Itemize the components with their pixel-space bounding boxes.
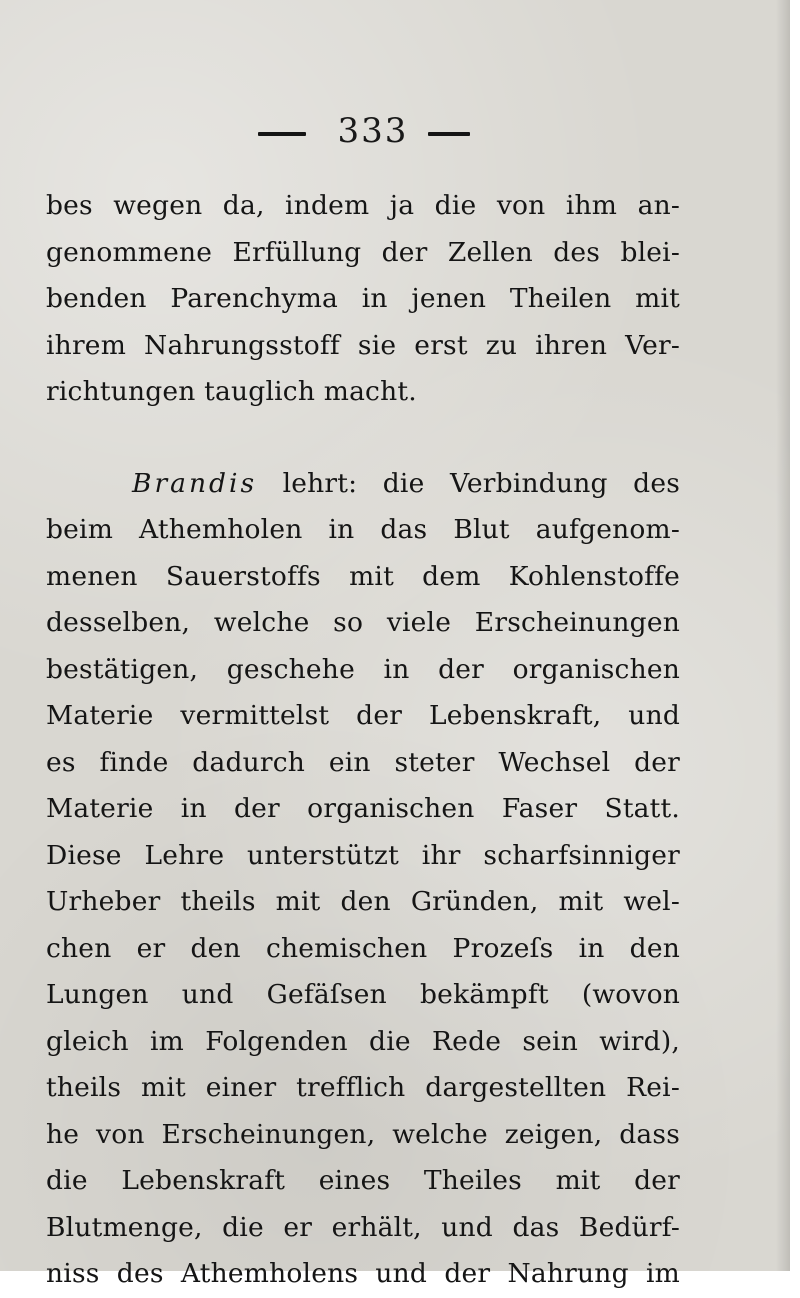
text-line: es finde dadurch ein steter Wechsel der [46,746,680,778]
text-line: beim Athemholen in das Blut aufgenom- [46,514,680,545]
paragraph-spacer [46,416,680,461]
text-line: ihrem Nahrungsstoff sie erst zu ihren Ver- [46,329,680,361]
text-line: Materie in der organischen Faser Statt. [46,793,680,824]
text-line: die Lebenskraft eines Theiles mit der [46,1165,680,1196]
page-body-text [46,183,680,1298]
text-line: he von Erscheinungen, welche zeigen, dass [46,1118,680,1150]
page-number: 333 [337,111,409,151]
text-line: niss des Athemholens und der Nahrung im [46,1258,680,1289]
text-line: genommene Erfüllung der Zellen des blei- [46,236,680,268]
text-line: Lungen und Gefäſsen bekämpft (wovon [46,979,680,1010]
paragraph-2 [46,461,680,1298]
text-line: Blutmenge, die er erhält, und das Bedürf- [46,1211,680,1243]
header-dash-right [428,132,470,136]
text-line: desselben, welche so viele Erscheinungen [46,607,680,638]
text-line: theils mit einer trefflich dargestellten Rei- [46,1072,680,1103]
text-line: gleich im Folgenden die Rede sein wird), [46,1025,680,1057]
text-line: Diese Lehre unterstützt ihr scharfsinniger [46,839,680,871]
text-line: Materie vermittelst der Lebenskraft, und [46,700,680,731]
text-line: bestätigen, geschehe in der organischen [46,653,680,685]
header-dash-left [258,132,306,136]
text-line: chen er den chemischen Prozeſs in den [46,932,680,964]
author-name: Brandis [132,467,258,499]
first-line-rest: lehrt: die Verbindung des [282,467,681,499]
text-line: menen Sauerstoffs mit dem Kohlenstoffe [46,560,680,592]
text-line-first [46,461,680,508]
text-line: Urheber theils mit den Gründen, mit wel- [46,886,680,917]
text-line: richtungen tauglich macht. [46,376,417,407]
text-line: bes wegen da, indem ja die von ihm an- [46,190,680,221]
paragraph-1 [46,183,680,416]
text-line: benden Parenchyma in jenen Theilen mit [46,283,680,314]
page-header [0,106,790,156]
